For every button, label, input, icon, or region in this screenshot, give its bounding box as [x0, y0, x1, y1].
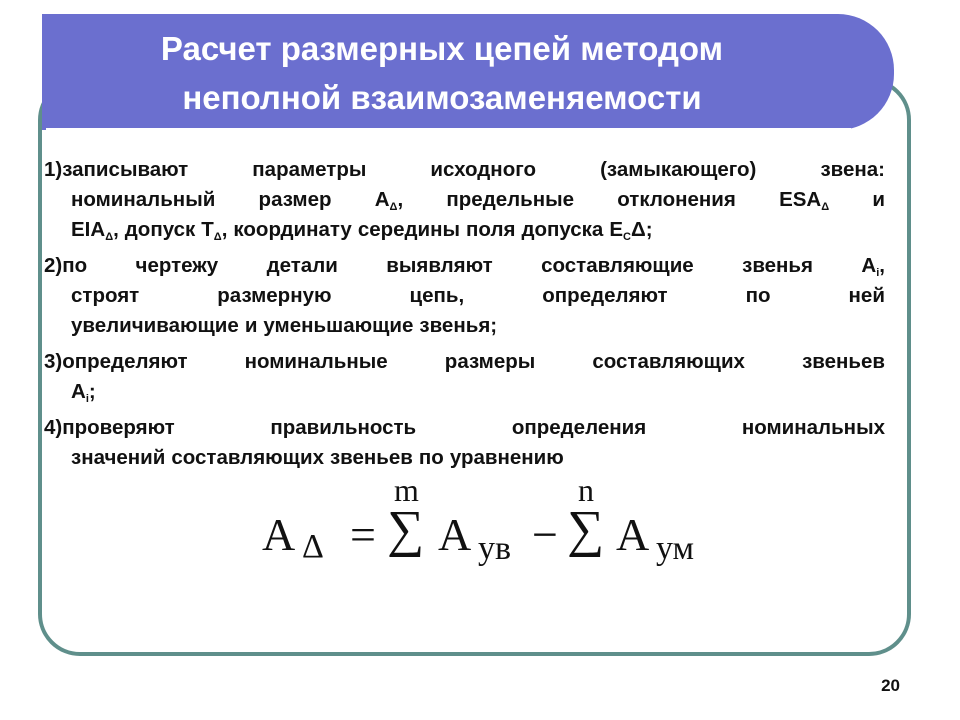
word-text: звенья;: [419, 314, 498, 337]
page-number: 20: [881, 676, 900, 695]
word: [171, 443, 324, 473]
word: [445, 347, 535, 377]
subscript: Δ: [821, 201, 830, 213]
word-text: размерную: [217, 284, 332, 307]
word-text: цепь,: [409, 284, 465, 307]
word: [245, 347, 388, 377]
word-text: Т: [201, 218, 214, 241]
word: [849, 281, 885, 311]
word-suffix: ,: [879, 254, 885, 277]
word-text: значений: [71, 446, 166, 469]
word: [802, 347, 885, 377]
formula-equals: =: [350, 509, 376, 560]
subscript: i: [876, 267, 880, 279]
word-text: чертежу: [135, 254, 219, 277]
word-text: записывают: [62, 158, 189, 181]
word: [44, 347, 188, 377]
subscript: Δ: [389, 201, 398, 213]
title-underline: [46, 128, 851, 132]
word-text: ESA: [779, 188, 822, 211]
list-item-line: [44, 443, 885, 473]
word: [44, 413, 175, 443]
formula-lhs: A: [262, 509, 296, 560]
word-suffix: ;: [88, 380, 96, 403]
word-suffix: ,: [397, 188, 404, 211]
word: [252, 155, 366, 185]
word: [542, 281, 667, 311]
word: [71, 185, 215, 215]
word: [742, 251, 813, 281]
title-line-2: неполной взаимозаменяемости: [182, 79, 702, 116]
word: [779, 185, 829, 215]
list-item-line: [44, 251, 885, 281]
word: [861, 251, 885, 281]
word: [44, 155, 188, 185]
word: [609, 215, 652, 245]
formula-term1: A: [438, 509, 472, 560]
word-text: определяют: [542, 284, 668, 307]
word-text: по: [745, 284, 771, 307]
word: [375, 185, 403, 215]
word-text: А: [861, 254, 877, 277]
list-item: [44, 155, 885, 245]
word: [217, 281, 331, 311]
word-text: звена:: [820, 158, 885, 181]
word: [410, 281, 465, 311]
word: [446, 185, 574, 215]
sum2-symbol: ∑: [567, 501, 605, 558]
word-text: выявляют: [386, 254, 493, 277]
word: [419, 443, 444, 473]
formula-minus: −: [532, 509, 558, 560]
word-text: размер: [258, 188, 332, 211]
word-text: и: [244, 314, 258, 337]
word: [466, 215, 515, 245]
word-text: А: [71, 380, 86, 403]
formula-lhs-sub: Δ: [302, 528, 324, 565]
list-item: [44, 347, 885, 407]
word: [71, 311, 239, 341]
word: [872, 185, 885, 215]
word: [386, 251, 492, 281]
word-suffix: Δ;: [630, 218, 653, 241]
word: [233, 215, 351, 245]
word-text: строят: [71, 284, 140, 307]
word-text: звеньев: [802, 350, 885, 373]
word: [419, 311, 497, 341]
word-text: отклонения: [617, 188, 736, 211]
sum2-upper: n: [578, 472, 594, 508]
word-text: определения: [511, 416, 647, 439]
word-text: (замыкающего): [600, 158, 757, 181]
word: [71, 443, 165, 473]
word-text: уравнению: [449, 446, 564, 469]
word: [600, 155, 756, 185]
word: [71, 281, 139, 311]
word: [259, 185, 332, 215]
word-text: EIA: [71, 218, 106, 241]
word: [592, 347, 745, 377]
word: [742, 413, 885, 443]
word: [430, 155, 536, 185]
word-text: и: [872, 188, 885, 211]
sum1-upper: m: [394, 472, 419, 508]
word-text: звенья: [742, 254, 813, 277]
word-text: допуск: [124, 218, 196, 241]
word-text: правильность: [270, 416, 417, 439]
word-text: номинальных: [741, 416, 885, 439]
subscript: Δ: [213, 231, 222, 243]
word: [71, 377, 96, 407]
word: [125, 215, 195, 245]
word-text: уменьшающие: [263, 314, 414, 337]
word-text: составляющих: [171, 446, 324, 469]
word: [201, 215, 227, 245]
list-item: [44, 413, 885, 473]
word: [512, 413, 646, 443]
list-item-line: [44, 347, 885, 377]
word-text: по: [62, 254, 88, 277]
word-text: середины: [357, 218, 461, 241]
word-text: увеличивающие: [71, 314, 239, 337]
word-text: определяют: [62, 350, 188, 373]
word: [358, 215, 460, 245]
list-marker: 3): [44, 350, 63, 373]
word-text: размеры: [444, 350, 536, 373]
list-item-line: [44, 377, 885, 407]
word: [263, 311, 413, 341]
word-text: составляющих: [592, 350, 745, 373]
word-text: поля: [466, 218, 516, 241]
word-text: по: [418, 446, 444, 469]
word-text: параметры: [252, 158, 367, 181]
list-item-line: [44, 155, 885, 185]
word-text: исходного: [430, 158, 537, 181]
word-suffix: ,: [113, 218, 119, 241]
word-text: Е: [609, 218, 623, 241]
formula-term1-sub: ув: [478, 530, 512, 567]
list-marker: 1): [44, 158, 63, 181]
word-text: составляющие: [541, 254, 694, 277]
word: [245, 311, 258, 341]
subscript: С: [623, 231, 631, 243]
word: [44, 251, 87, 281]
slide-title: [42, 24, 842, 122]
word: [267, 251, 338, 281]
word: [617, 185, 736, 215]
list-item-line: [44, 311, 885, 341]
list-item: [44, 251, 885, 341]
word-text: номинальный: [71, 188, 216, 211]
formula-term2: A: [616, 509, 650, 560]
word-text: проверяют: [62, 416, 175, 439]
word-text: звеньев: [329, 446, 413, 469]
sum1-symbol: ∑: [387, 501, 425, 558]
word: [330, 443, 413, 473]
word-text: детали: [266, 254, 338, 277]
word-suffix: ,: [221, 218, 228, 241]
word-text: координату: [233, 218, 352, 241]
list-item-line: [44, 185, 885, 215]
list-item-line: [44, 413, 885, 443]
word: [541, 251, 694, 281]
word: [270, 413, 416, 443]
word-text: ней: [848, 284, 885, 307]
word-text: номинальные: [244, 350, 388, 373]
word: [450, 443, 564, 473]
word-text: предельные: [446, 188, 575, 211]
subscript: Δ: [105, 231, 114, 243]
title-line-1: Расчет размерных цепей методом: [160, 30, 724, 67]
list-item-line: [44, 215, 885, 245]
word: [820, 155, 885, 185]
word: [521, 215, 603, 245]
subscript: i: [85, 393, 89, 405]
steps-list: [44, 155, 885, 479]
word: [136, 251, 219, 281]
word-text: допуска: [521, 218, 604, 241]
list-item-line: [44, 281, 885, 311]
word: [746, 281, 771, 311]
list-marker: 2): [44, 254, 63, 277]
formula-term2-sub: ум: [656, 530, 695, 567]
list-marker: 4): [44, 416, 63, 439]
word-text: А: [374, 188, 390, 211]
word: [71, 215, 119, 245]
